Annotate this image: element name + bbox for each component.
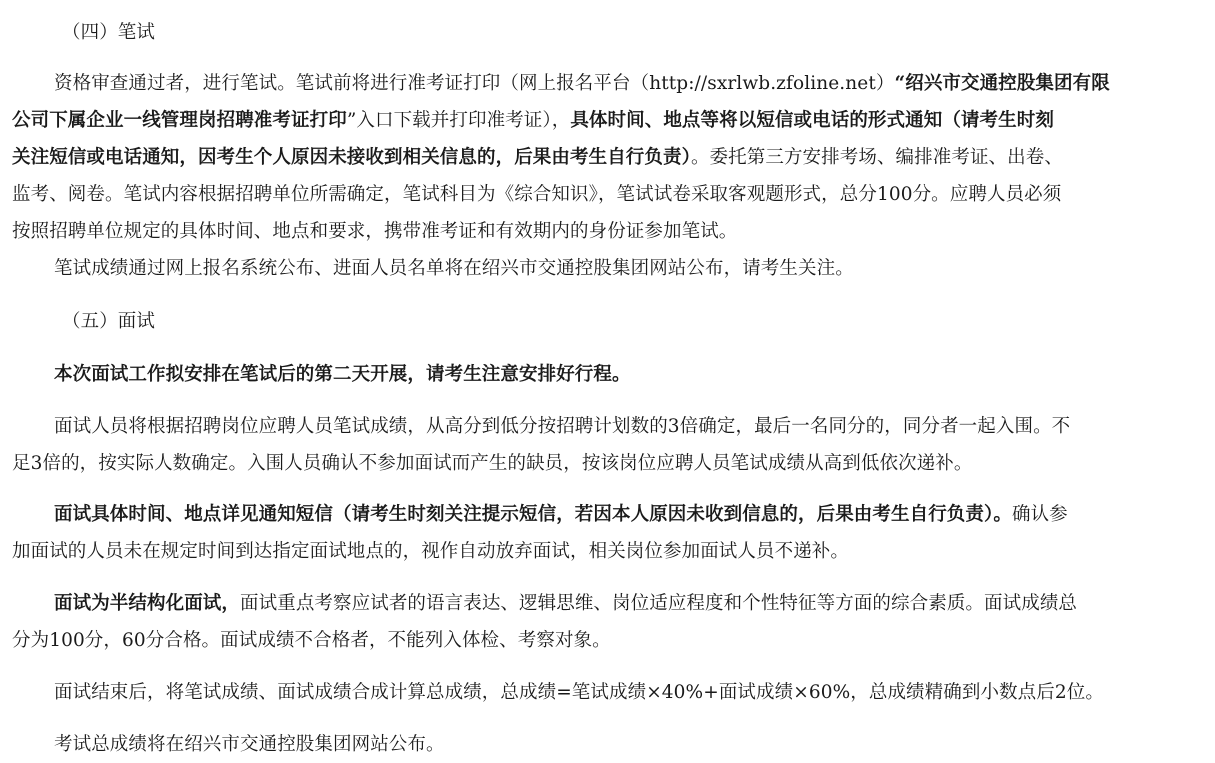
paragraph-line xyxy=(12,140,1207,176)
text-span: 面试重点考察应试者的语言表达、逻辑思维、岗位适应程度和个性特征等方面的综合素质。面试成绩总 xyxy=(240,593,1078,614)
paragraph-line: 笔试成绩通过网上报名系统公布、进面人员名单将在绍兴市交通控股集团网站公布，请考生关注。 xyxy=(54,258,854,279)
section-heading-written-exam: （四）笔试 xyxy=(62,22,156,43)
bold-text-span: 公司下属企业一线管理岗招聘准考证打印 xyxy=(12,110,347,131)
bold-text-span: 具体时间、地点等将以短信或电话的形式通知（请考生时刻 xyxy=(570,110,1054,131)
bold-text-span: 面试为半结构化面试， xyxy=(54,593,241,614)
text-span: 资格审查通过者，进行笔试。笔试前将进行准考证打印（网上报名平台（http://sxrlwb.zfoline.net） xyxy=(54,73,895,94)
paragraph-line xyxy=(54,66,1204,102)
text-span: 。委托第三方安排考场、编排准考证、出卷、 xyxy=(690,147,1063,168)
bold-text-span: 面试具体时间、地点详见通知短信（请考生时刻关注提示短信，若因本人原因未收到信息的，后果由考生自行负责）。 xyxy=(54,504,1012,525)
paragraph-line xyxy=(54,586,1204,622)
paragraph-line xyxy=(54,497,1204,533)
bold-text-span: “绍兴市交通控股集团有限 xyxy=(894,73,1110,94)
paragraph-line: 本次面试工作拟安排在笔试后的第二天开展，请考生注意安排好行程。 xyxy=(54,364,631,385)
paragraph-line: 加面试的人员未在规定时间到达指定面试地点的，视作自动放弃面试，相关岗位参加面试人员不递补。 xyxy=(12,541,850,562)
paragraph-line: 监考、阅卷。笔试内容根据招聘单位所需确定，笔试科目为《综合知识》，笔试试卷采取客观题形式，总分100分。应聘人员必须 xyxy=(12,184,1062,205)
bold-text-span: 关注短信或电话通知，因考生个人原因未接收到相关信息的，后果由考生自行负责） xyxy=(12,147,691,168)
paragraph-line: 面试结束后，将笔试成绩、面试成绩合成计算总成绩，总成绩=笔试成绩×40%+面试成绩×60%，总成绩精确到小数点后2位。 xyxy=(54,682,1104,703)
paragraph-line: 面试人员将根据招聘岗位应聘人员笔试成绩，从高分到低分按招聘计划数的3倍确定，最后一名同分的，同分者一起入围。不 xyxy=(54,416,1071,437)
paragraph-line xyxy=(12,103,1207,139)
text-span: 确认参 xyxy=(1011,504,1068,525)
section-heading-interview: （五）面试 xyxy=(62,311,156,332)
paragraph-line: 足3倍的，按实际人数确定。入围人员确认不参加面试而产生的缺员，按该岗位应聘人员笔试成绩从高到低依次递补。 xyxy=(12,453,973,474)
paragraph-line: 分为100分，60分合格。面试成绩不合格者，不能列入体检、考察对象。 xyxy=(12,630,611,651)
paragraph-line: 考试总成绩将在绍兴市交通控股集团网站公布。 xyxy=(54,734,445,755)
paragraph-line: 按照招聘单位规定的具体时间、地点和要求，携带准考证和有效期内的身份证参加笔试。 xyxy=(12,221,738,242)
text-span: ”入口下载并打印准考证）， xyxy=(346,110,571,131)
